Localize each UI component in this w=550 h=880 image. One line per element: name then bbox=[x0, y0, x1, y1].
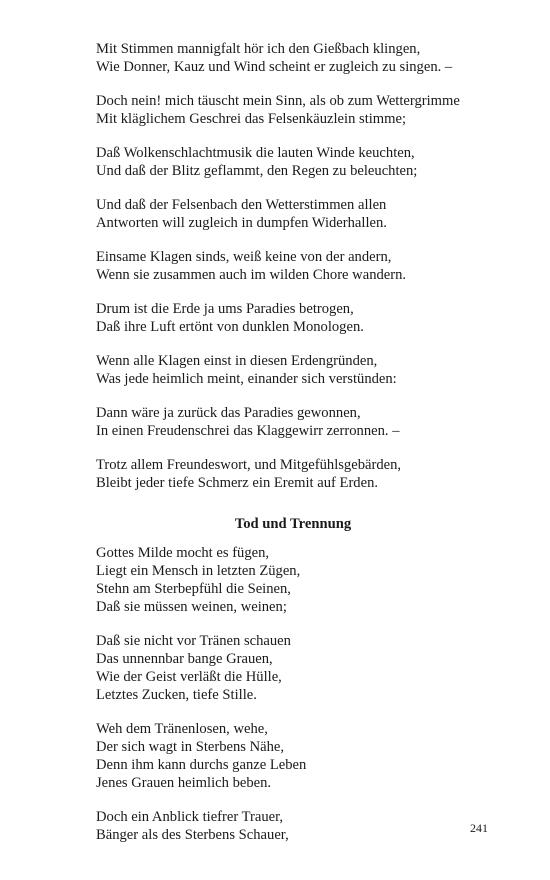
stanza bbox=[96, 300, 516, 336]
verse-line: Was jede heimlich meint, einander sich verstünden: bbox=[96, 371, 397, 387]
verse-line: Daß sie nicht vor Tränen schauen bbox=[96, 633, 291, 649]
stanza bbox=[96, 352, 516, 388]
verse-line: Liegt ein Mensch in letzten Zügen, bbox=[96, 563, 301, 579]
stanza bbox=[96, 632, 516, 704]
verse-line: Gottes Milde mocht es fügen, bbox=[96, 545, 270, 561]
verse-line: In einen Freudenschrei das Klaggewirr zerronnen. – bbox=[96, 423, 400, 439]
verse-line: Bänger als des Sterbens Schauer, bbox=[96, 827, 289, 843]
verse-line: Mit Stimmen mannigfalt hör ich den Gießbach klingen, bbox=[96, 41, 421, 57]
verse-line: Und daß der Blitz geflammt, den Regen zu beleuchten; bbox=[96, 163, 418, 179]
verse-line: Daß sie müssen weinen, weinen; bbox=[96, 599, 287, 615]
verse-line: Mit kläglichem Geschrei das Felsenkäuzlein stimme; bbox=[96, 111, 407, 127]
page-content bbox=[96, 40, 516, 844]
verse-line: Drum ist die Erde ja ums Paradies betrogen, bbox=[96, 301, 354, 317]
stanza bbox=[96, 404, 516, 440]
verse-line: Wie Donner, Kauz und Wind scheint er zugleich zu singen. – bbox=[96, 59, 453, 75]
verse-line: Daß Wolkenschlachtmusik die lauten Winde keuchten, bbox=[96, 145, 415, 161]
verse-line: Wenn sie zusammen auch im wilden Chore wandern. bbox=[96, 267, 407, 283]
poem-gießbach bbox=[96, 40, 516, 492]
stanza bbox=[96, 144, 516, 180]
stanza bbox=[96, 544, 516, 616]
verse-line: Das unnennbar bange Grauen, bbox=[96, 651, 273, 667]
verse-line: Dann wäre ja zurück das Paradies gewonnen, bbox=[96, 405, 361, 421]
verse-line: Einsame Klagen sinds, weiß keine von der andern, bbox=[96, 249, 392, 265]
page-number: 241 bbox=[470, 821, 488, 835]
stanza bbox=[96, 40, 516, 76]
stanza bbox=[96, 248, 516, 284]
verse-line: Weh dem Tränenlosen, wehe, bbox=[96, 721, 268, 737]
stanza bbox=[96, 720, 516, 792]
verse-line: Stehn am Sterbepfühl die Seinen, bbox=[96, 581, 291, 597]
verse-line: Der sich wagt in Sterbens Nähe, bbox=[96, 739, 285, 755]
verse-line: Doch nein! mich täuscht mein Sinn, als ob zum Wettergrimme bbox=[96, 93, 460, 109]
stanza bbox=[96, 456, 516, 492]
verse-line: Jenes Grauen heimlich beben. bbox=[96, 775, 272, 791]
verse-line: Daß ihre Luft ertönt von dunklen Monologen. bbox=[96, 319, 364, 335]
verse-line: Bleibt jeder tiefe Schmerz ein Eremit auf Erden. bbox=[96, 475, 379, 491]
verse-line: Letztes Zucken, tiefe Stille. bbox=[96, 687, 257, 703]
verse-line: Wenn alle Klagen einst in diesen Erdengründen, bbox=[96, 353, 378, 369]
verse-line: Denn ihm kann durchs ganze Leben bbox=[96, 757, 307, 773]
stanza bbox=[96, 808, 516, 844]
verse-line: Trotz allem Freundeswort, und Mitgefühlsgebärden, bbox=[96, 457, 402, 473]
stanza bbox=[96, 196, 516, 232]
poem-tod-und-trennung bbox=[96, 544, 516, 844]
verse-line: Doch ein Anblick tiefrer Trauer, bbox=[96, 809, 284, 825]
verse-line: Und daß der Felsenbach den Wetterstimmen allen bbox=[96, 197, 387, 213]
stanza bbox=[96, 92, 516, 128]
verse-line: Antworten will zugleich in dumpfen Widerhallen. bbox=[96, 215, 387, 231]
verse-line: Wie der Geist verläßt die Hülle, bbox=[96, 669, 282, 685]
poem-title: Tod und Trennung bbox=[234, 516, 352, 532]
